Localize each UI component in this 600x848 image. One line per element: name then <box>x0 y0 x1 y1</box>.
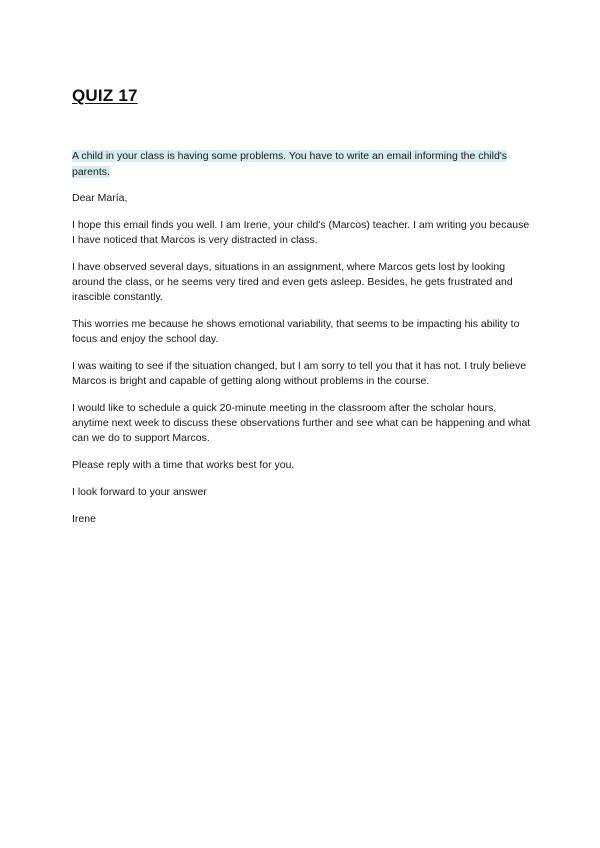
email-paragraph-5: I would like to schedule a quick 20-minute meeting in the classroom after the scholar hours, anytime next week to discuss these observations further and see what can be happening and what can we do to support Marcos. <box>72 402 531 444</box>
email-paragraph-4: I was waiting to see if the situation changed, but I am sorry to tell you that it has not. I truly believe Marcos is bright and capable of getting along without problems in the course. <box>72 360 527 387</box>
email-greeting: Dear María, <box>72 192 128 204</box>
email-paragraph-2: I have observed several days, situations in an assignment, where Marcos gets lost by looking around the class, or he seems very tired and even gets asleep. Besides, he gets frustrated and irascible constantly. <box>72 261 513 303</box>
email-paragraph-3: This worries me because he shows emotional variability, that seems to be impacting his ability to focus and enjoy the school day. <box>72 318 520 345</box>
highlighted-prompt-text: A child in your class is having some problems. You have to write an email informing the child's parents. <box>72 150 508 178</box>
email-body <box>72 148 532 539</box>
email-closing: I look forward to your answer <box>72 486 207 498</box>
page-title: QUIZ 17 <box>72 86 138 105</box>
email-paragraph-6: Please reply with a time that works best for you. <box>72 459 295 471</box>
quiz-prompt <box>72 148 532 180</box>
email-paragraph-1: I hope this email finds you well. I am Irene, your child's (Marcos) teacher. I am writing you because I have noticed that Marcos is very distracted in class. <box>72 219 530 246</box>
email-signature: Irene <box>72 513 96 525</box>
